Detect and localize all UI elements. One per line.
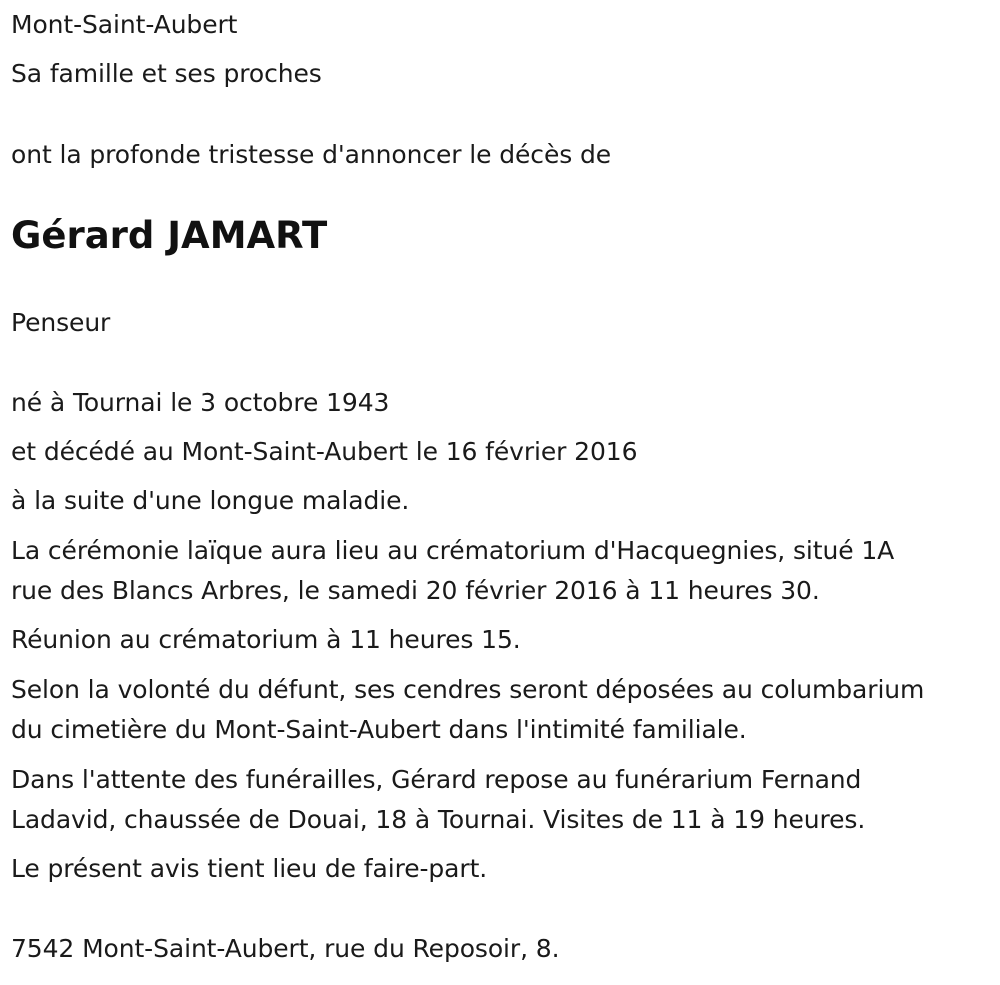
notice-location: Mont-Saint-Aubert xyxy=(11,10,238,39)
faire-part-note: Le présent avis tient lieu de faire-part. xyxy=(11,854,488,883)
birth-info: né à Tournai le 3 octobre 1943 xyxy=(11,388,390,417)
funeral-home-paragraph xyxy=(11,760,865,840)
ceremony-line: La cérémonie laïque aura lieu au crématorium d'Hacquegnies, situé 1A xyxy=(11,536,895,565)
ashes-line: du cimetière du Mont-Saint-Aubert dans l'intimité familiale. xyxy=(11,715,747,744)
deceased-occupation: Penseur xyxy=(11,308,111,337)
ashes-line: Selon la volonté du défunt, ses cendres seront déposées au columbarium xyxy=(11,675,925,704)
ceremony-line: rue des Blancs Arbres, le samedi 20 février 2016 à 11 heures 30. xyxy=(11,576,820,605)
death-info: et décédé au Mont-Saint-Aubert le 16 février 2016 xyxy=(11,437,638,466)
funeral-home-line: Dans l'attente des funérailles, Gérard repose au funérarium Fernand xyxy=(11,765,862,794)
notice-family: Sa famille et ses proches xyxy=(11,59,322,88)
ceremony-paragraph xyxy=(11,531,894,611)
funeral-home-line: Ladavid, chaussée de Douai, 18 à Tournai. Visites de 11 à 19 heures. xyxy=(11,805,866,834)
notice-announcement: ont la profonde tristesse d'annoncer le décès de xyxy=(11,140,612,169)
meeting-info: Réunion au crématorium à 11 heures 15. xyxy=(11,625,521,654)
death-cause: à la suite d'une longue maladie. xyxy=(11,486,410,515)
ashes-paragraph xyxy=(11,670,924,750)
deceased-name: Gérard JAMART xyxy=(11,214,328,257)
family-address: 7542 Mont-Saint-Aubert, rue du Reposoir, 8. xyxy=(11,934,560,963)
